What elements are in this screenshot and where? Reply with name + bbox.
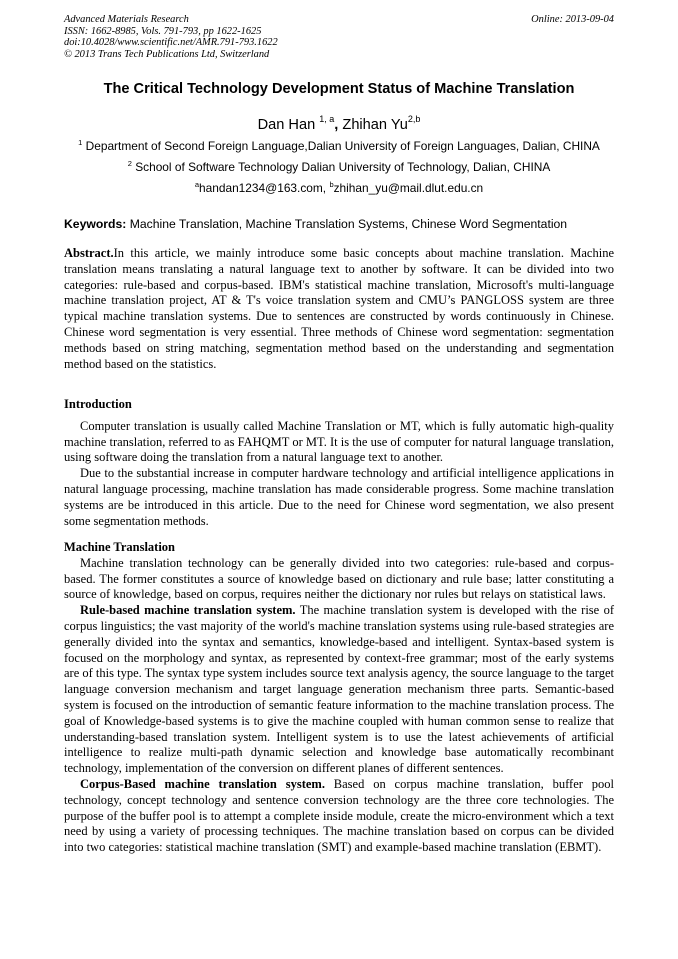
paragraph: Computer translation is usually called Machine Translation or MT, which is fully automatic high-quality machine translation, referred to as FAHQMT or MT. It is the use of computer for natural language translation, using software doing the translation from a natural language text to another. [64, 418, 614, 465]
journal-name: Advanced Materials Research [64, 14, 189, 25]
doi-line: doi:10.4028/www.scientific.net/AMR.791-793.1622 [64, 37, 278, 48]
author-separator: , [334, 117, 339, 133]
author-name: Zhihan Yu [342, 117, 408, 133]
author-superscript: 2,b [407, 114, 421, 124]
affiliation-2 [60, 160, 618, 174]
author-line [64, 116, 614, 134]
issn-line: ISSN: 1662-8985, Vols. 791-793, pp 1622-1625 [64, 25, 262, 37]
keywords [64, 217, 614, 232]
author-superscript: 1, a [319, 114, 335, 124]
machine-translation-section [64, 540, 614, 856]
abstract-label: Abstract. [64, 246, 114, 260]
paragraph-text: The machine translation system is developed with the rise of corpus linguistics; the vast majority of the world's machine translation systems using rule-based strategies are generally divided into the syntax and semantics, knowledge-based and intelligent. Syntax-based system is focused on the morphology and syntax, as represented by context-free grammar; most of the early systems are of this type. The syntax type system includes source text analysis agency, the source language to the target language conversion mechanism and target language generation mechanism three parts. Semantic-based system is focused on the introduction of semantic feature information to the machine translation process. The goal of Knowledge-based systems is to give the machine coupled with human common sense to realize that understanding-based translation system. Intelligent system is to use the latest achievements of artificial intelligence to realize multi-path dynamic selection and knowledge base automatically recombinant technology, implementation of the conversion on different planes of different sentences. [64, 603, 614, 776]
publication-info [64, 14, 278, 60]
email-marker: a [194, 180, 199, 189]
paragraph [64, 603, 614, 777]
affiliation-1 [60, 139, 618, 153]
paragraph-text: Based on corpus machine translation, buffer pool technology, concept technology and sentence conversion technology are the three core technologies. The purpose of the buffer pool is to attempt a complete inside module, create the micro-environment which a text need by using a variety of processing techniques. The machine translation based on corpus can be divided into two categories: statistical machine translation (SMT) and example-based machine translation (EBMT). [64, 776, 614, 855]
email-address: handan1234@163.com, [199, 181, 327, 195]
affiliation-marker: 1 [78, 138, 83, 147]
paper-title: The Critical Technology Development Status of Machine Translation [103, 81, 575, 97]
abstract [64, 246, 614, 372]
affiliation-text: Department of Second Foreign Language,Dalian University of Foreign Languages, Dalian, CHINA [85, 139, 600, 153]
section-heading: Introduction [64, 397, 132, 411]
paragraph: Machine translation technology can be generally divided into two categories: rule-based and corpus-based. The former constitutes a source of knowledge based on dictionary and rule base; latter constituting a source of knowledge, based on corpus, requires neither the dictionary nor rules but relays on statistical laws. [64, 555, 614, 602]
subsection-label: Corpus-Based machine translation system. [80, 776, 325, 791]
copyright-line: © 2013 Trans Tech Publications Ltd, Switzerland [64, 48, 270, 60]
subsection-label: Rule-based machine translation system. [80, 603, 296, 618]
keywords-text: Machine Translation, Machine Translation Systems, Chinese Word Segmentation [129, 217, 568, 231]
author-name: Dan Han [257, 117, 316, 133]
abstract-text: In this article, we mainly introduce some basic concepts about machine translation. Machine translation means translating a natural language text to another by software. It can be divided into two categories: rule-based and corpus-based. IBM's statistical machine translation, Microsoft's multi-language machine translation project, AT & T's voice translation system and CMU’s PANGLOSS system are three typical machine translation systems. Due to sentences are constructed by words continuously in Chinese. Chinese word segmentation is very essential. Three methods of Chinese word segmentation: segmentation methods based on string matching, segmentation method based on the understanding and segmentation method based on the statistics. [64, 246, 614, 371]
paragraph [64, 777, 614, 856]
affiliation-text: School of Software Technology Dalian University of Technology, Dalian, CHINA [135, 160, 551, 174]
keywords-label: Keywords: [64, 217, 127, 231]
section-heading: Machine Translation [64, 540, 176, 554]
online-date: Online: 2013-09-04 [531, 14, 614, 25]
email-address: zhihan_yu@mail.dlut.edu.cn [333, 181, 484, 195]
email-marker: b [329, 180, 334, 189]
email-line [60, 181, 618, 195]
paragraph: Due to the substantial increase in computer hardware technology and artificial intelligence applications in natural language processing, machine translation has made considerable progress. Some machine translation systems are be introduced in this article. Due to the need for Chinese word segmentation, we also present some segmentation methods. [64, 466, 614, 528]
affiliation-marker: 2 [127, 159, 132, 168]
introduction-section [64, 397, 614, 529]
